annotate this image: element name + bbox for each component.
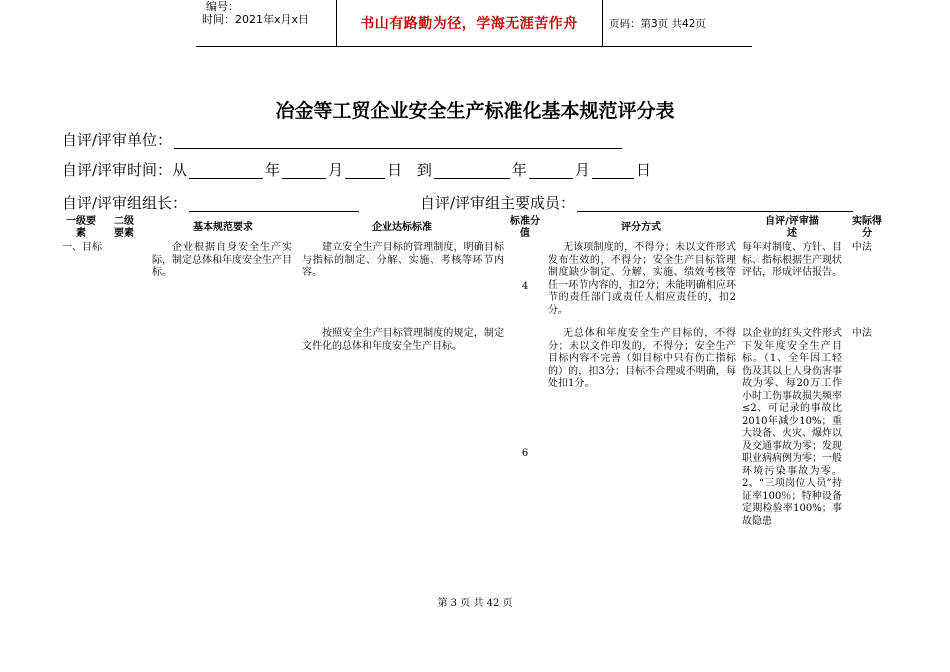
members-field-row — [420, 194, 855, 212]
from-year-field[interactable] — [189, 163, 263, 179]
leader-label: 自评/评审组组长： — [62, 194, 188, 212]
row1-actual: 中法 — [852, 242, 872, 253]
row1-desc: 每年对制度、方针、目标、指标根据生产现状评估，形成评估报告。 — [742, 242, 842, 278]
to-month-field[interactable] — [529, 163, 573, 179]
number-label: 编号： — [206, 0, 239, 13]
page-header — [196, 0, 752, 47]
page-title: 冶金等工贸企业安全生产标准化基本规范评分表 — [275, 100, 675, 122]
header-level2: 二级要素 — [114, 216, 134, 239]
members-field[interactable] — [577, 196, 853, 212]
header-level1: 一级要素 — [66, 216, 96, 239]
page-footer: 第 3 页 共 42 页 — [437, 598, 513, 609]
row2-desc: 以企业的红头文件形式下发年度安全生产目标。（1、全年因工轻伤及其以上人身伤害事故为零、每20万工作小时工伤事故损失频率≤2、可记录的事故比2010年减少10%；重大设备、火灾、爆炸以及交通事故为零；发现职业病病例为零；一般环境污染事故为零。2、“三项岗位人员”持证率100％；特种设备定期检验率100%；事故隐患 — [742, 328, 842, 527]
leader-field[interactable] — [189, 196, 359, 212]
leader-field-row — [62, 194, 361, 212]
year-label: 年 — [511, 161, 527, 179]
row1-basic: 企业根据自身安全生产实际，制定总体和年度安全生产目标。 — [152, 242, 292, 278]
time-label: 时间：2021年x月x日 — [202, 13, 310, 26]
month-label: 月 — [574, 161, 590, 179]
header-score: 标准分值 — [510, 216, 540, 239]
header-page-info: 页码：第3页 共42页 — [609, 17, 706, 30]
month-label: 月 — [328, 161, 344, 179]
header-standard: 企业达标标准 — [372, 222, 432, 233]
header-motto: 书山有路勤为径，学海无涯苦作舟 — [360, 16, 578, 32]
unit-field-row — [62, 131, 624, 149]
day-label: 日 — [635, 161, 651, 179]
to-year-field[interactable] — [434, 163, 510, 179]
unit-label: 自评/评审单位： — [62, 131, 173, 149]
day-label: 日 — [387, 161, 403, 179]
time-label: 自评/评审时间：从 — [62, 161, 188, 179]
row2-standard: 按照安全生产目标管理制度的规定，制定文件化的总体和年度安全生产目标。 — [302, 328, 504, 352]
from-month-field[interactable] — [282, 163, 326, 179]
row1-level1: 一、目标 — [62, 242, 102, 253]
to-day-field[interactable] — [592, 163, 634, 179]
header-actual: 实际得分 — [852, 216, 882, 239]
header-desc: 自评/评审描述 — [765, 216, 819, 239]
time-field-row — [62, 161, 651, 179]
members-label: 自评/评审组主要成员： — [420, 194, 576, 212]
header-meta — [196, 0, 336, 46]
header-method: 评分方式 — [621, 222, 661, 233]
from-day-field[interactable] — [345, 163, 385, 179]
to-label: 到 — [416, 161, 432, 179]
row1-method: 无该项制度的，不得分；未以文件形式发布生效的，不得分；安全生产目标管理制度缺少制定、分解、实施、绩效考核等任一环节内容的，扣2分；未能明确相应环节的责任部门或责任人相应责任的，扣2分。 — [548, 242, 736, 316]
row2-actual: 中法 — [852, 328, 872, 339]
unit-field[interactable] — [174, 133, 622, 149]
year-label: 年 — [265, 161, 281, 179]
row1-standard: 建立安全生产目标的管理制度，明确目标与指标的制定、分解、实施、考核等环节内容。 — [302, 242, 504, 278]
header-basic: 基本规范要求 — [193, 222, 253, 233]
row2-score: 6 — [521, 448, 529, 459]
row1-score: 4 — [521, 281, 529, 292]
row2-method: 无总体和年度安全生产目标的，不得分；未以文件印发的，不得分；安全生产目标内容不完善（如目标中只有伤亡指标的）的，扣3分；目标不合理或不明确，每处扣1分。 — [548, 328, 736, 389]
